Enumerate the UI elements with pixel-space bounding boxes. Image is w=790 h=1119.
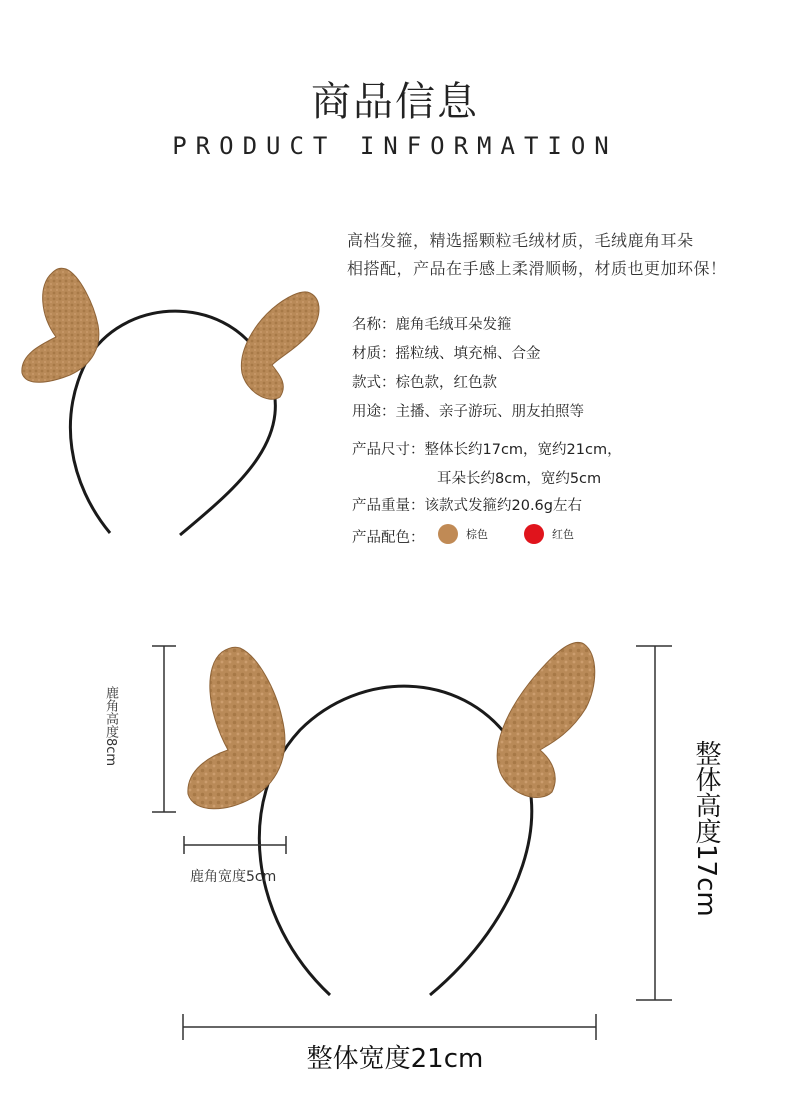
horn-height-measure-line xyxy=(152,646,176,812)
spec-size-line-1: 产品尺寸：整体长约17cm，宽约21cm， xyxy=(352,442,622,458)
horn-width-label: 鹿角宽度5cm xyxy=(190,869,277,885)
intro-line-1: 高档发箍，精选摇颗粒毛绒材质，毛绒鹿角耳朵 xyxy=(347,231,694,250)
headband-wire xyxy=(70,311,275,535)
spec-name: 名称：鹿角毛绒耳朵发箍 xyxy=(352,317,512,333)
swatch-red xyxy=(524,524,574,544)
swatch-brown-dot xyxy=(438,524,458,544)
total-width-measure-line xyxy=(183,1014,596,1040)
swatch-red-label: 红色 xyxy=(552,528,574,541)
total-height-measure-line xyxy=(636,646,672,1000)
headband-dimension-diagram xyxy=(0,600,790,1060)
page-subtitle: PRODUCT INFORMATION xyxy=(172,132,618,160)
spec-usage: 用途：主播、亲子游玩、朋友拍照等 xyxy=(352,404,584,420)
left-antler xyxy=(22,268,99,382)
swatch-brown xyxy=(438,524,488,544)
total-height-label: 整体高度17cm xyxy=(691,740,721,917)
spec-size-line-2: 耳朵长约8cm，宽约5cm xyxy=(437,471,602,487)
horn-width-measure-line xyxy=(184,836,286,854)
spec-material: 材质：摇粒绒、填充棉、合金 xyxy=(352,346,541,362)
spec-colors-label: 产品配色： xyxy=(352,530,425,546)
left-antler-large xyxy=(188,647,285,809)
swatch-red-dot xyxy=(524,524,544,544)
headband-photo-small xyxy=(10,255,330,545)
horn-height-label: 鹿角高度8cm xyxy=(103,686,118,767)
spec-style: 款式：棕色款，红色款 xyxy=(352,375,497,391)
spec-weight: 产品重量：该款式发箍约20.6g左右 xyxy=(352,498,582,514)
headband-wire-large xyxy=(259,686,531,995)
total-width-label: 整体宽度21cm xyxy=(306,1044,484,1074)
right-antler xyxy=(241,292,319,399)
intro-line-2: 相搭配，产品在手感上柔滑顺畅，材质也更加环保！ xyxy=(347,259,727,278)
swatch-brown-label: 棕色 xyxy=(466,528,488,541)
page-title: 商品信息 xyxy=(311,79,479,125)
right-antler-large xyxy=(497,642,595,797)
